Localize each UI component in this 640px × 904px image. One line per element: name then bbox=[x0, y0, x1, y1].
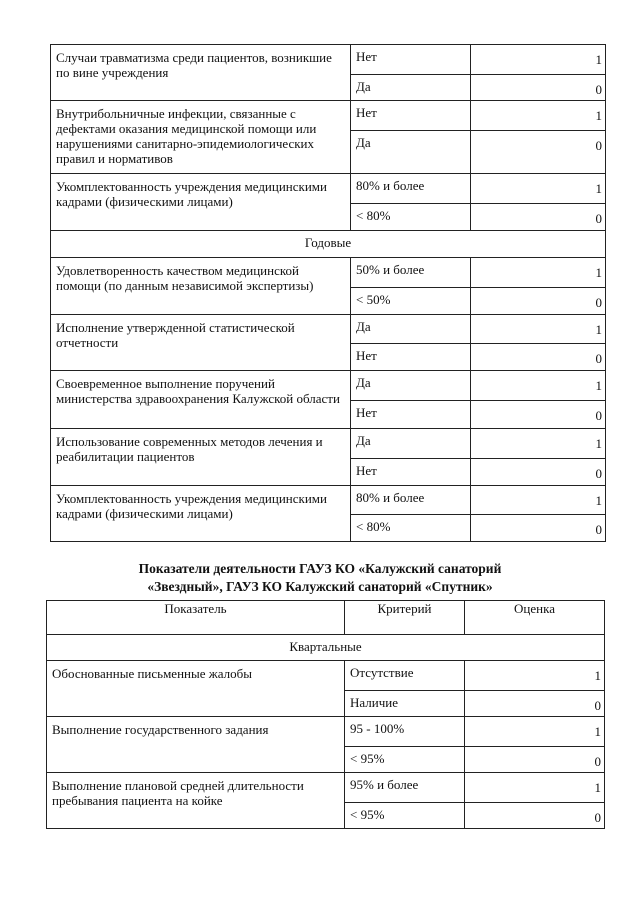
criterion-cell: Нет bbox=[351, 401, 471, 429]
score-cell: 0 bbox=[471, 401, 606, 429]
criterion-cell: < 80% bbox=[351, 515, 471, 542]
column-header-indicator: Показатель bbox=[47, 601, 345, 635]
heading-line-2: «Звездный», ГАУЗ КО Калужский санаторий «Спутник» bbox=[147, 579, 493, 594]
score-cell: 1 bbox=[471, 315, 606, 344]
indicator-cell: Внутрибольничные инфекции, связанные с дефектами оказания медицинской помощи или нарушениями санитарно-эпидемиологических правил и нормативов bbox=[51, 101, 351, 174]
table-row bbox=[51, 101, 606, 131]
criterion-cell: Нет bbox=[351, 459, 471, 486]
criterion-cell: 80% и более bbox=[351, 174, 471, 204]
indicators-table-continued bbox=[50, 44, 606, 542]
indicator-cell: Выполнение плановой средней длительности пребывания пациента на койке bbox=[47, 773, 345, 829]
score-cell: 0 bbox=[465, 803, 605, 829]
score-cell: 1 bbox=[465, 773, 605, 803]
section-row-quarterly bbox=[47, 635, 605, 661]
score-cell: 1 bbox=[465, 661, 605, 691]
score-cell: 0 bbox=[471, 75, 606, 101]
indicator-cell: Случаи травматизма среди пациентов, возникшие по вине учреждения bbox=[51, 45, 351, 101]
score-cell: 1 bbox=[471, 258, 606, 288]
indicator-cell: Укомплектованность учреждения медицинскими кадрами (физическими лицами) bbox=[51, 486, 351, 542]
score-cell: 0 bbox=[471, 131, 606, 174]
score-cell: 1 bbox=[471, 174, 606, 204]
score-cell: 1 bbox=[471, 45, 606, 75]
criterion-cell: Да bbox=[351, 371, 471, 401]
criterion-cell: 50% и более bbox=[351, 258, 471, 288]
indicator-cell: Выполнение государственного задания bbox=[47, 717, 345, 773]
column-header-score: Оценка bbox=[465, 601, 605, 635]
criterion-cell: < 95% bbox=[345, 747, 465, 773]
table-row bbox=[47, 661, 605, 691]
criterion-cell: Нет bbox=[351, 344, 471, 371]
table-row bbox=[51, 315, 606, 344]
criterion-cell: < 95% bbox=[345, 803, 465, 829]
criterion-cell: 95 - 100% bbox=[345, 717, 465, 747]
section-row-annual bbox=[51, 231, 606, 258]
sanatorium-indicators-table bbox=[46, 600, 605, 829]
score-cell: 0 bbox=[471, 288, 606, 315]
score-cell: 0 bbox=[465, 747, 605, 773]
table-row bbox=[47, 717, 605, 747]
table-row bbox=[47, 773, 605, 803]
criterion-cell: Да bbox=[351, 131, 471, 174]
criterion-cell: Да bbox=[351, 75, 471, 101]
heading-line-1: Показатели деятельности ГАУЗ КО «Калужский санаторий bbox=[138, 561, 502, 576]
score-cell: 1 bbox=[465, 717, 605, 747]
indicator-cell: Своевременное выполнение поручений министерства здравоохранения Калужской области bbox=[51, 371, 351, 429]
criterion-cell: 80% и более bbox=[351, 486, 471, 515]
score-cell: 0 bbox=[465, 691, 605, 717]
criterion-cell: Наличие bbox=[345, 691, 465, 717]
score-cell: 0 bbox=[471, 344, 606, 371]
table-row bbox=[51, 45, 606, 75]
score-cell: 1 bbox=[471, 429, 606, 459]
criterion-cell: Да bbox=[351, 315, 471, 344]
table-row bbox=[51, 258, 606, 288]
score-cell: 1 bbox=[471, 101, 606, 131]
criterion-cell: < 80% bbox=[351, 204, 471, 231]
criterion-cell: Нет bbox=[351, 101, 471, 131]
score-cell: 0 bbox=[471, 459, 606, 486]
criterion-cell: < 50% bbox=[351, 288, 471, 315]
criterion-cell: 95% и более bbox=[345, 773, 465, 803]
indicator-cell: Удовлетворенность качеством медицинской помощи (по данным независимой экспертизы) bbox=[51, 258, 351, 315]
criterion-cell: Отсутствие bbox=[345, 661, 465, 691]
indicator-cell: Использование современных методов лечения и реабилитации пациентов bbox=[51, 429, 351, 486]
table-row bbox=[51, 371, 606, 401]
indicator-cell: Исполнение утвержденной статистической отчетности bbox=[51, 315, 351, 371]
score-cell: 1 bbox=[471, 486, 606, 515]
table-row bbox=[51, 486, 606, 515]
header-row bbox=[47, 601, 605, 635]
section-heading bbox=[0, 560, 640, 596]
score-cell: 1 bbox=[471, 371, 606, 401]
criterion-cell: Да bbox=[351, 429, 471, 459]
table-row bbox=[51, 174, 606, 204]
column-header-criterion: Критерий bbox=[345, 601, 465, 635]
indicator-cell: Обоснованные письменные жалобы bbox=[47, 661, 345, 717]
score-cell: 0 bbox=[471, 204, 606, 231]
section-title: Годовые bbox=[51, 231, 606, 258]
criterion-cell: Нет bbox=[351, 45, 471, 75]
score-cell: 0 bbox=[471, 515, 606, 542]
section-title: Квартальные bbox=[47, 635, 605, 661]
table-row bbox=[51, 429, 606, 459]
indicator-cell: Укомплектованность учреждения медицинскими кадрами (физическими лицами) bbox=[51, 174, 351, 231]
